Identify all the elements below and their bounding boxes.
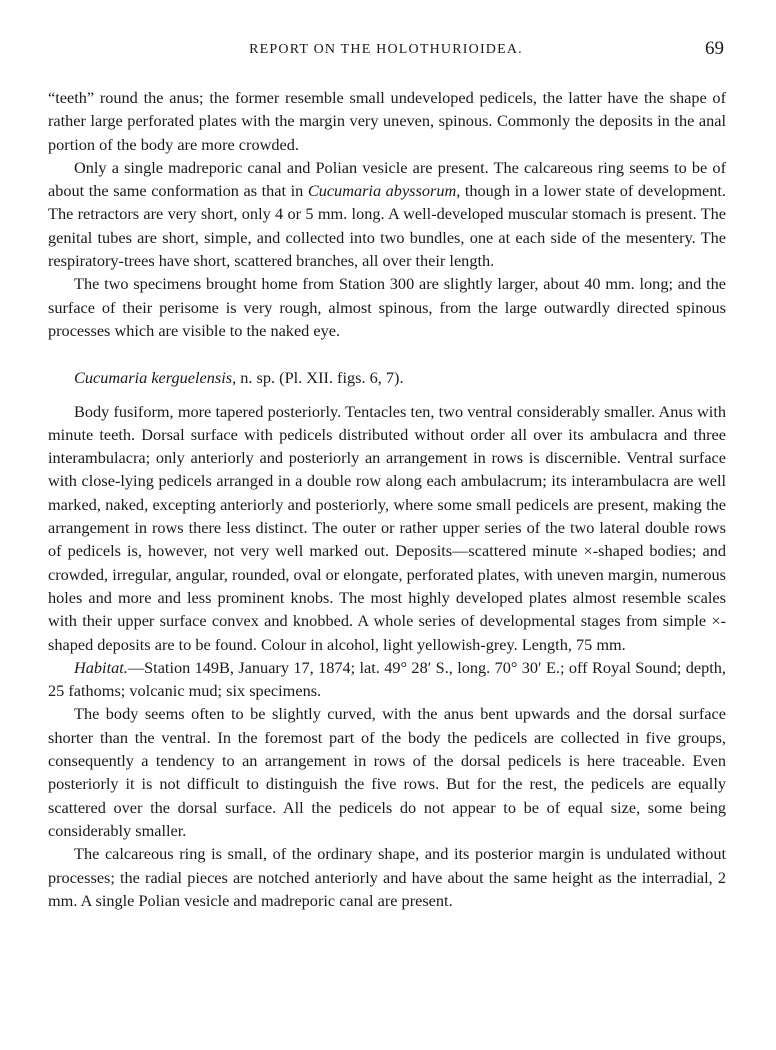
species-name: Cucumaria kerguelensis [74,368,233,388]
habitat-text: —Station 149B, January 17, 1874; lat. 49° 28′ S., long. 70° 30′ E.; off Royal Sound; depth, 25 fathoms; volcanic mud; six specimens. [48,657,726,701]
species-reference: Cucumaria abyssorum [307,181,457,201]
page-number: 69 [705,38,724,59]
paragraph-calcareous-ring-end: , though in a lower state of development. The retractors are very short, only 4 or 5 mm. long. A well-developed muscular stomach is present. The genital tubes are short, simple, and collected into two bundles, one at each side of the mesentery. The respiratory-trees have short, scattered branches, all over their length. [48,181,726,271]
species-suffix: , n. sp. (Pl. XII. figs. 6, 7). [232,368,404,388]
paragraph-calcareous-ring [48,156,726,272]
paragraph-station-300: The two specimens brought home from Station 300 are slightly larger, about 40 mm. long; and the surface of their perisome is very rough, almost spinous, from the large outwardly directed spinous processes which are visible to the naked eye. [48,274,726,340]
habitat-label: Habitat. [74,657,128,677]
paragraph-calcareous-ring-small: The calcareous ring is small, of the ordinary shape, and its posterior margin is undulated without processes; the radial pieces are notched anteriorly and have about the same height as the interradial, 2 mm. A single Polian vesicle and madreporic canal are present. [48,844,726,910]
running-title: REPORT ON THE HOLOTHURIOIDEA. [249,42,523,57]
species-description: Body fusiform, more tapered posteriorly. Tentacles ten, two ventral considerably smaller. Anus with minute teeth. Dorsal surface with pedicels distributed without order all over its ambulacra and three interambulacra; only anteriorly and posteriorly an arrangement in rows is discernible. Ventral surface with close-lying pedicels arranged in a double row along each ambulacrum; its interambulacra are well marked, naked, excepting anteriorly and posteriorly, where some small pedicels are present, making the arrangement in rows there less distinct. The outer or rather upper series of the two lateral double rows of pedicels is, however, not very well marked out. Deposits—scattered minute ×-shaped bodies; and crowded, irregular, angular, rounded, oval or elongate, perforated plates, with uneven margin, numerous holes and more and less prominent knobs. The most highly developed plates almost resemble scales with their upper surface convex and knobbed. A whole series of developmental stages from simple ×-shaped deposits are to be found. Colour in alcohol, light yellowish-grey. Length, 75 mm. [48,401,726,654]
paragraph-anal-teeth: “teeth” round the anus; the former resemble small undeveloped pedicels, the latter have the shape of rather large perforated plates with the margin very uneven, spinous. Commonly the deposits in the anal portion of the body are more crowded. [48,88,726,154]
paragraph-body-shape: The body seems often to be slightly curved, with the anus bent upwards and the dorsal surface shorter than the ventral. In the foremost part of the body the pedicels are collected in five groups, consequently a tendency to an arrangement in rows of the dorsal pedicels is here traceable. Even posteriorly it is not difficult to distinguish the five rows. But for the rest, the pedicels are equally scattered over the dorsal surface. All the pedicels do not appear to be of equal size, some being considerably smaller. [48,704,726,840]
paragraph-calcareous-ring-start: Only a single madreporic canal and Polian vesicle are present. The calcareous ring seems to be of about the same conformation as that in [48,157,726,201]
running-head [48,38,724,62]
species-heading [48,366,726,389]
habitat-paragraph [48,656,726,703]
body-text [48,86,726,912]
